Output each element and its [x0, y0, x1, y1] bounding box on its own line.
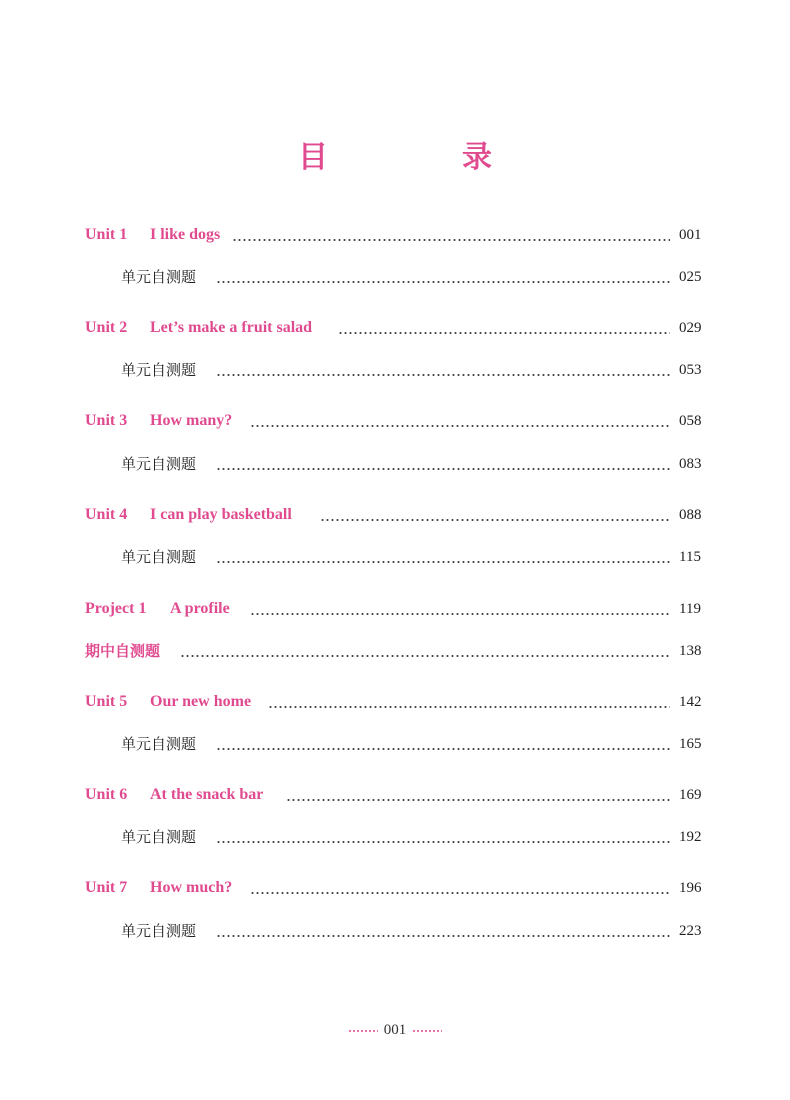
entry-title: At the snack bar — [150, 786, 264, 803]
entry-title: 单元自测题 — [121, 455, 197, 473]
entry-page: 196 — [679, 880, 702, 896]
entry-page: 001 — [679, 227, 702, 243]
toc-entry[interactable] — [0, 597, 790, 619]
entry-title: How many? — [150, 412, 233, 429]
leader-dots — [216, 561, 670, 563]
footer-dots-right — [412, 1030, 442, 1032]
toc-entry[interactable] — [0, 358, 790, 380]
entry-title: I like dogs — [150, 226, 221, 243]
entry-title: How much? — [150, 879, 233, 896]
entry-page: 058 — [679, 413, 702, 429]
entry-title: 单元自测题 — [121, 361, 197, 379]
entry-title: 期中自测题 — [85, 642, 161, 660]
entry-number: Unit 7 — [85, 879, 128, 896]
entry-page: 223 — [679, 923, 702, 939]
entry-page: 088 — [679, 507, 702, 523]
entry-title: 单元自测题 — [121, 922, 197, 940]
entry-title: I can play basketball — [150, 506, 292, 523]
toc-entry[interactable] — [0, 876, 790, 898]
entry-title: 单元自测题 — [121, 828, 197, 846]
entry-page: 192 — [679, 829, 702, 845]
entry-page: 083 — [679, 456, 702, 472]
leader-dots — [216, 281, 670, 283]
entry-title: 单元自测题 — [121, 735, 197, 753]
entry-page: 029 — [679, 320, 702, 336]
entry-title: A profile — [170, 600, 230, 617]
leader-dots — [216, 935, 670, 937]
entry-page: 165 — [679, 736, 702, 752]
leader-dots — [250, 613, 670, 615]
leader-dots — [250, 425, 670, 427]
toc-entry[interactable] — [0, 639, 790, 661]
toc-entry[interactable] — [0, 316, 790, 338]
entry-title: 单元自测题 — [121, 548, 197, 566]
entry-number: Unit 5 — [85, 693, 128, 710]
leader-dots — [232, 239, 670, 241]
entry-number: Project 1 — [85, 600, 147, 617]
leader-dots — [286, 799, 670, 801]
entry-number: Unit 3 — [85, 412, 128, 429]
leader-dots — [250, 892, 670, 894]
entry-title: 单元自测题 — [121, 268, 197, 286]
entry-page: 169 — [679, 787, 702, 803]
leader-dots — [268, 706, 670, 708]
leader-dots — [216, 374, 670, 376]
toc-entry[interactable] — [0, 690, 790, 712]
footer-page-number: 001 — [383, 1022, 407, 1038]
entry-title: Let’s make a fruit salad — [150, 319, 313, 336]
leader-dots — [216, 841, 670, 843]
entry-page: 053 — [679, 362, 702, 378]
footer-dots-left — [348, 1030, 378, 1032]
entry-number: Unit 1 — [85, 226, 128, 243]
entry-page: 138 — [679, 643, 702, 659]
leader-dots — [216, 468, 670, 470]
entry-page: 025 — [679, 269, 702, 285]
leader-dots — [338, 332, 670, 334]
toc-entry[interactable] — [0, 732, 790, 754]
entry-number: Unit 6 — [85, 786, 128, 803]
leader-dots — [320, 519, 670, 521]
page-footer — [0, 1022, 790, 1039]
toc-entry[interactable] — [0, 545, 790, 567]
leader-dots — [216, 748, 670, 750]
toc-entry[interactable] — [0, 223, 790, 245]
entry-page: 142 — [679, 694, 702, 710]
entry-title: Our new home — [150, 693, 252, 710]
entry-page: 119 — [679, 601, 701, 617]
leader-dots — [180, 655, 670, 657]
entry-number: Unit 2 — [85, 319, 128, 336]
toc-entry[interactable] — [0, 452, 790, 474]
toc-title: 目 录 — [298, 140, 544, 175]
toc-entry[interactable] — [0, 825, 790, 847]
entry-page: 115 — [679, 549, 701, 565]
toc-entry[interactable] — [0, 783, 790, 805]
entry-number: Unit 4 — [85, 506, 128, 523]
toc-entry[interactable] — [0, 265, 790, 287]
toc-entry[interactable] — [0, 409, 790, 431]
toc-entry[interactable] — [0, 503, 790, 525]
toc-entry[interactable] — [0, 919, 790, 941]
